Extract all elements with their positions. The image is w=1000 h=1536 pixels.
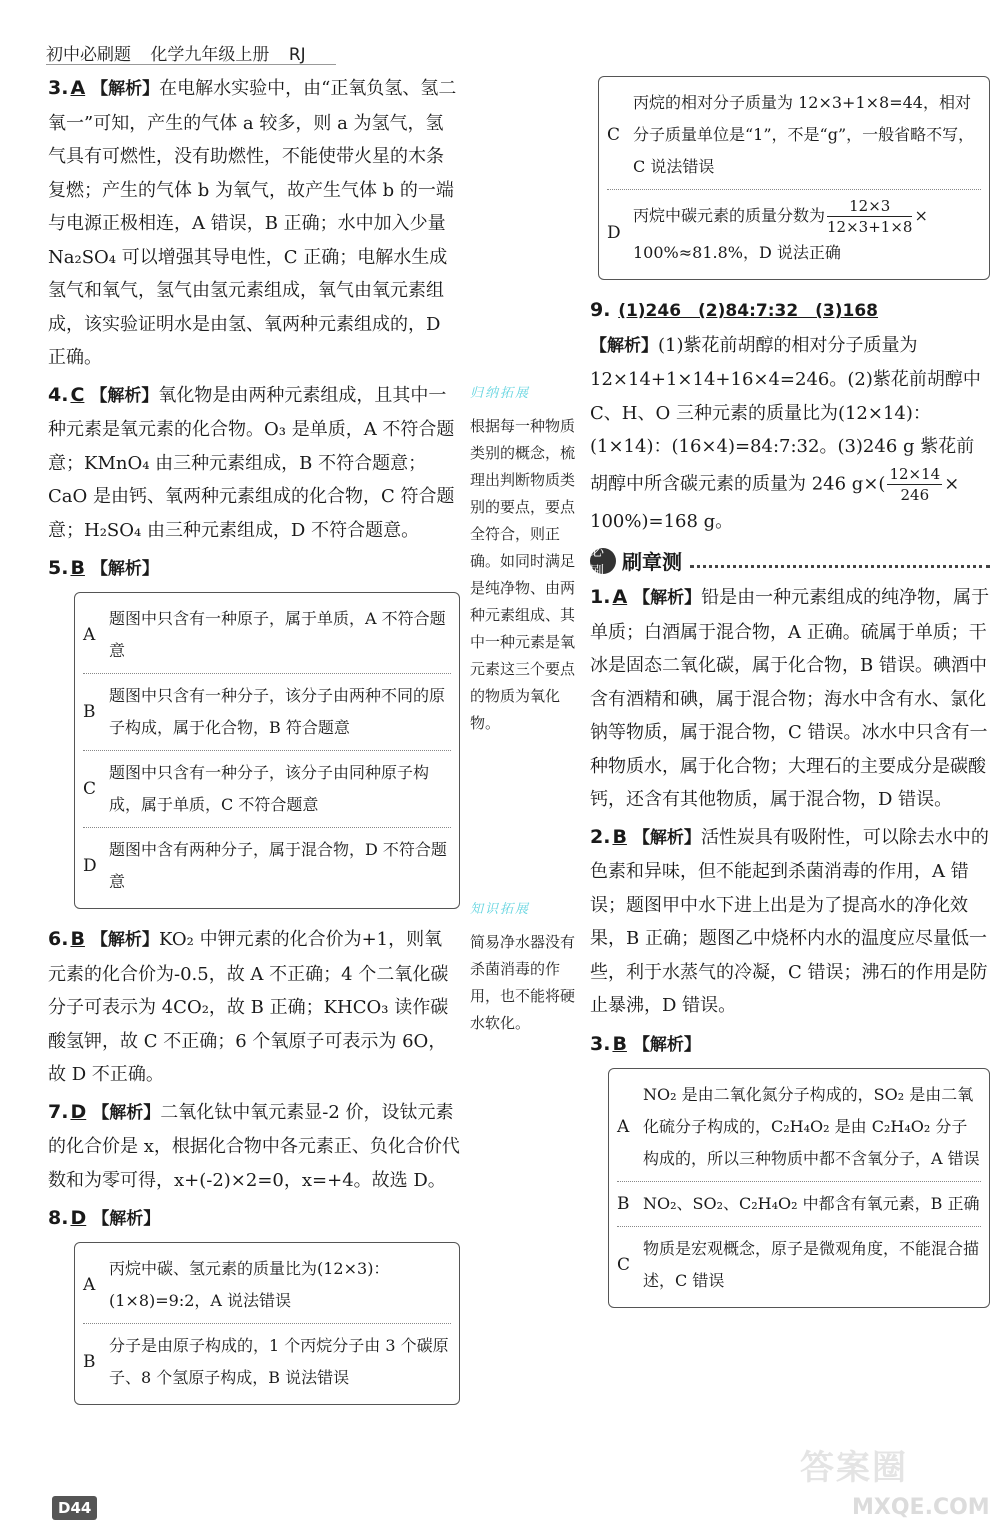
section-title: 刷章测 [622,550,682,574]
analysis-tag: 【解析】 [90,559,159,579]
option-label: D [83,856,97,876]
subject-title: 化学九年级上册 [150,45,270,65]
question-number: 6. [48,928,69,950]
analysis-text: 活性炭具有吸附性，可以除去水中的色素和异味，但不能起到杀菌消毒的作用，A 错误；题图甲中水下进上出是为了提高水的净化效果，B 正确；题图乙中烧杯内水的温度应尽量低一些，利于水蒸气的冷凝，C 错误；沸石的作用是防止暴沸，D 错误。 [590,826,989,1016]
table-row [83,597,451,674]
chapter-answer-1 [590,581,990,817]
option-text: 分子是由原子构成的，1 个丙烷分子由 3 个碳原子、8 个氢原子构成，B 说法错误 [109,1336,449,1387]
answer-letter: A [70,77,86,99]
side-note-text: 根据每一种物质类别的概念，梳理出判断物质类别的要点，要点全符合，则正确。如同时满足是纯净物、由两种元素组成、其中一种元素是氧元素这三个要点的物质为氧化物。 [470,417,576,732]
option-text: 题图中只含有一种原子，属于单质，A 不符合题意 [109,609,446,660]
text-segment: 100%≈81.8%，D 说法正确 [633,243,841,262]
option-text: NO₂、SO₂、C₂H₄O₂ 中都含有氧元素，B 正确 [643,1193,980,1213]
answer-5-table [74,592,460,909]
option-text: 丙烷中碳、氢元素的质量比为(12×3)：(1×8)=9:2，A 说法错误 [109,1259,390,1310]
text-segment: × [944,473,960,494]
text-segment: 丙烷中碳元素的质量分数为 [633,206,826,225]
answer-7 [48,1096,460,1198]
edition-label: RJ [288,45,306,65]
table-row [607,81,981,190]
analysis-text: 二氧化钛中氧元素显-2 价，设钛元素的化合价是 x，根据化合物中各元素正、负化合价代数和为零可得，x+(-2)×2=0，x=+4。故选 D。 [48,1101,460,1191]
page-number: D44 [52,1496,97,1520]
table-row [83,828,451,904]
question-number: 4. [48,383,69,406]
question-number: 3. [48,77,69,99]
option-label: B [83,702,96,722]
right-column [590,72,990,1322]
question-number: 9. [590,299,611,321]
answer-letter: B [70,557,85,579]
answer-4 [48,379,460,548]
side-note-text: 简易净水器没有杀菌消毒的作用，也不能将硬水软化。 [470,933,576,1032]
analysis-text: 铅是由一种元素组成的纯净物，属于单质；白酒属于混合物，A 正确。硫属于单质；干冰是固态二氧化碳，属于化合物，B 错误。碘酒中含有酒精和碘，属于混合物；海水中含有水、氯化钠等物质，属于混合物，C 错误。冰水中只含有一种物质水，属于化合物；大理石的主要成分是碳酸钙，还含有其他物质，属于混合物，D 错误。 [590,587,990,810]
question-number: 5. [48,557,69,579]
chapter-answer-2 [590,821,990,1023]
table-row [617,1073,981,1182]
option-label: A [83,625,96,645]
header-rule [46,64,336,65]
dotted-rule [690,553,990,568]
question-number: 3. [590,1032,611,1055]
option-label: C [617,1254,631,1275]
analysis-tag: 【解析】 [92,1102,161,1123]
answer-3 [48,72,460,375]
answer-9 [590,294,990,538]
chapter-test-banner [590,543,990,580]
text-segment: × [914,206,928,225]
option-text [633,196,928,269]
analysis-tag: 【解析】 [90,385,159,406]
analysis-text: KO₂ 中钾元素的化合价为+1，则氧元素的化合价为-0.5，故 A 不正确；4 个二氧化碳分子可表示为 4CO₂，故 B 正确；KHCO₃ 读作碳酸氢钾，故 C 不正确；6 个氧原子可表示为 6O，故 D 不正确。 [48,929,449,1085]
option-label: C [83,779,97,799]
option-text: 丙烷的相对分子质量为 12×3+1×8=44，相对分子质量单位是“1”，不是“g”，一般省略不写，C 说法错误 [633,93,975,176]
option-label: A [617,1116,630,1137]
table-row [83,1324,451,1400]
text-segment: 100%)=168 g。 [590,510,734,532]
answer-letter: D [70,1100,87,1123]
table-row [83,674,451,751]
question-number: 8. [48,1207,69,1229]
option-label: A [83,1275,96,1295]
table-row [83,751,451,828]
analysis-tag: 【解析】 [632,1034,701,1055]
table-row [617,1182,981,1227]
answer-letter: (1)246 (2)84:7:32 (3)168 [618,301,879,321]
left-column [48,72,460,1419]
fraction-denominator: 12×3+1×8 [827,218,913,236]
answer-letter: B [612,825,627,848]
answer-6 [48,923,460,1092]
watermark-url: MXQE.COM [852,1495,990,1520]
option-label: C [607,125,621,145]
answer-letter: C [70,383,85,406]
running-header [46,40,320,65]
option-text: 题图中只含有一种分子，该分子由同种原子构成，属于单质，C 不符合题意 [109,763,430,814]
side-note-2 [470,896,580,1037]
answer-5-head [48,551,460,586]
option-text: 物质是宏观概念，原子是微观角度，不能混合描述，C 错误 [643,1238,980,1290]
brush-icon: 必刷 [590,548,616,574]
analysis-tag: 【解析】 [632,827,701,848]
analysis-tag: 【解析】 [90,930,159,950]
chapter-answer-3-head [590,1027,990,1062]
option-label: B [617,1193,630,1214]
table-row [607,190,981,275]
fraction-denominator: 246 [900,485,930,504]
option-label: D [607,222,621,243]
side-note-title: 归纳拓展 [470,386,531,401]
analysis-tag: 【解析】 [590,335,658,356]
table-row [617,1227,981,1303]
question-number: 7. [48,1100,69,1123]
table-row [83,1247,451,1324]
answer-letter: A [612,586,628,608]
side-note-title: 知识拓展 [470,902,531,917]
question-number: 1. [590,586,611,608]
analysis-tag: 【解析】 [92,1209,161,1229]
book-title: 初中必刷题 [46,45,131,65]
option-label: B [83,1352,96,1372]
analysis-text: 在电解水实验中，由“正氧负氢、氢二氧一”可知，产生的气体 a 较多，则 a 为氢气，氢气具有可燃性，没有助燃性，不能使带火星的木条复燃；产生的气体 b 为氧气，故产生气体 b 的一端与电源正极相连，A 错误，B 正确；水中加入少量 Na₂SO₄ 可以增强其导电性，C 正确；电解水生成氢气和氧气，氢气由氢元素组成，氧气由氧元素组成，该实验证明水是由氢、氧两种元素组成的，D 正确。 [48,78,457,368]
chapter-answer-3-table [608,1068,990,1308]
watermark-logo: 答案圈 [800,1448,908,1488]
answer-letter: B [70,928,85,950]
fraction-numerator: 12×14 [889,464,941,483]
option-text: 题图中只含有一种分子，该分子由两种不同的原子构成，属于化合物，B 符合题意 [109,686,446,737]
side-note-1 [470,380,580,737]
answer-8-head [48,1201,460,1236]
fraction-numerator: 12×3 [827,196,912,217]
answer-letter: B [612,1032,627,1055]
analysis-text: 氧化物是由两种元素组成，且其中一种元素是氧元素的化合物。O₃ 是单质，A 不符合题意；KMnO₄ 由三种元素组成，B 不符合题意；CaO 是由钙、氧两种元素组成的化合物，C 符合题意；H₂SO₄ 由三种元素组成，D 不符合题意。 [48,384,455,541]
fraction [827,196,912,237]
answer-letter: D [70,1207,87,1229]
analysis-tag: 【解析】 [633,588,702,608]
fraction [887,464,942,505]
option-text: NO₂ 是由二氧化氮分子构成的，SO₂ 是由二氧化硫分子构成的，C₂H₄O₂ 是由 C₂H₄O₂ 分子构成的，所以三种物质中都不含氧分子，A 错误 [643,1084,980,1168]
answer-8-table [74,1242,460,1405]
question-number: 2. [590,825,611,848]
option-text: 题图中含有两种分子，属于混合物，D 不符合题意 [109,840,447,891]
analysis-text: (1)紫花前胡醇的相对分子质量为 12×14+1×14+16×4=246。(2)紫花前胡醇中 C、H、O 三种元素的质量比为(12×14)：(1×14)：(16×4)=84:7:32。(3)246 g 紫花前胡醇中所含碳元素的质量为 246 g×( [590,334,981,494]
answer-8-table-cont [598,76,990,280]
analysis-tag: 【解析】 [91,79,160,99]
